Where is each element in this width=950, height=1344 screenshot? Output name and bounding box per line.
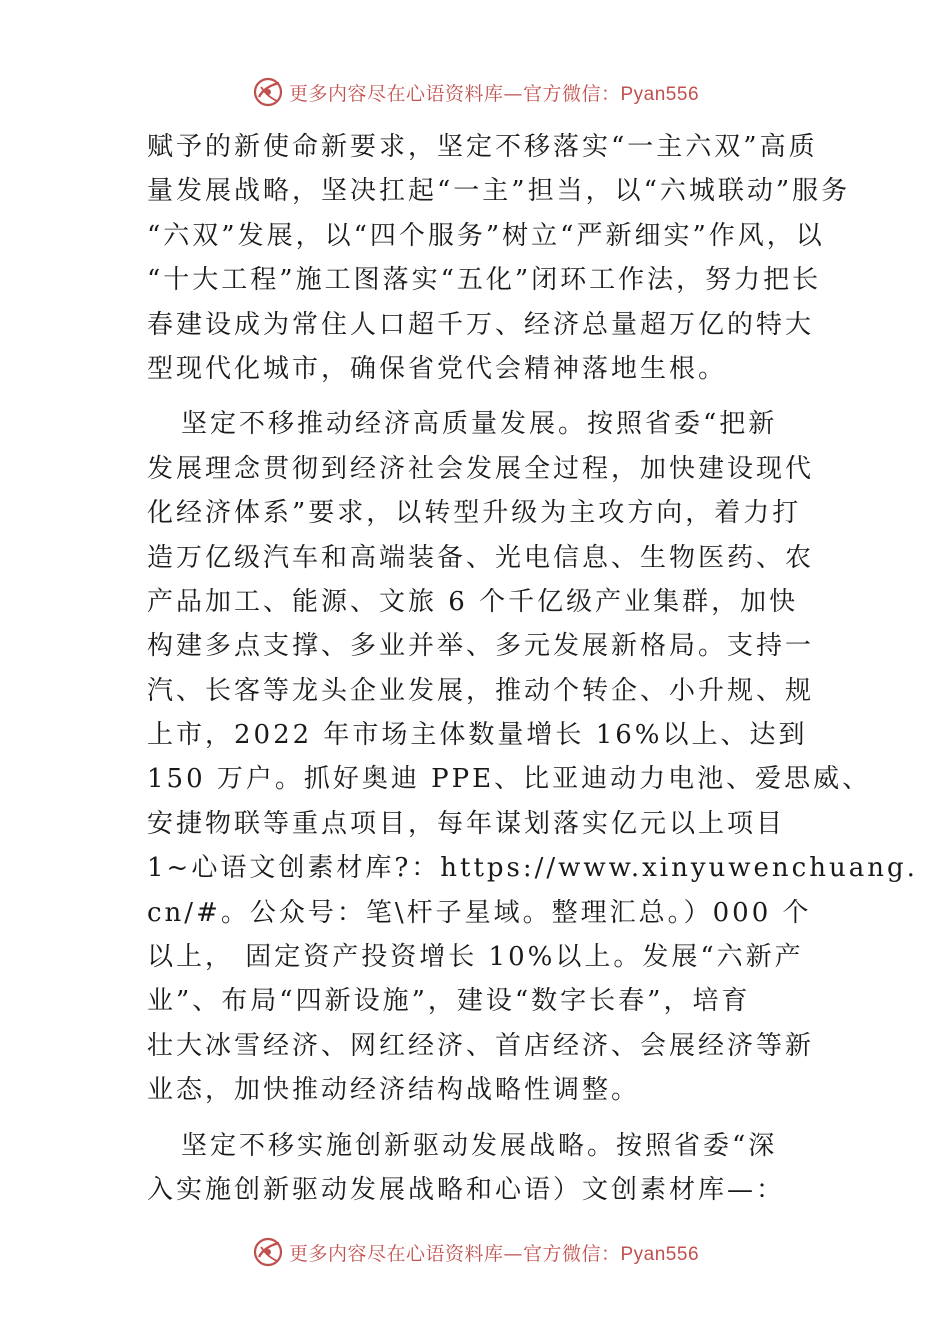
text-line: 发展理念贯彻到经济社会发展全过程，加快建设现代 (147, 453, 815, 484)
text-line: “六双”发展，以“四个服务”树立“严新细实”作风，以 (147, 220, 825, 251)
text-line: 业态，加快推动经济结构战略性调整。 (147, 1075, 641, 1106)
banner-main-text: 更多内容尽在心语资料库—官方微信： (288, 82, 621, 105)
text-line: 量发展战略，坚决扛起“一主”担当，以“六城联动”服务 (147, 176, 851, 207)
text-line: 150 万户。抓好奥迪 PPE、比亚迪动力电池、爱思威、 (147, 764, 872, 795)
text-line: 上市，2022 年市场主体数量增长 16%以上、达到 (147, 720, 808, 751)
text-line: cn/#。公众号：笔\杆子星域。整理汇总。）000 个 (147, 897, 812, 928)
banner-account: Pyan556 (620, 83, 700, 105)
header-banner-text (289, 79, 699, 106)
text-line: 化经济体系”要求，以转型升级为主攻方向，着力打 (147, 498, 802, 529)
paragraph (147, 125, 851, 391)
text-line: 1~心语文创素材库?：https://www.xinyuwenchuang. (147, 853, 918, 884)
text-line: 壮大冰雪经济、网红经济、首店经济、会展经济等新 (147, 1030, 815, 1061)
text-line: “十大工程”施工图落实“五化”闭环工作法，努力把长 (147, 265, 822, 296)
text-line: 坚定不移实施创新驱动发展战略。按照省委“深 (181, 1130, 778, 1161)
paragraph (147, 1124, 817, 1213)
text-line: 汽、长客等龙头企业发展，推动个转企、小升规、规 (147, 675, 815, 706)
document-body (147, 125, 918, 1212)
banner-account: Pyan556 (620, 1243, 700, 1265)
header-banner (0, 70, 950, 114)
paragraph (147, 402, 918, 1112)
text-line: 安捷物联等重点项目，每年谋划落实亿元以上项目 (147, 808, 786, 839)
text-line: 春建设成为常住人口超千万、经济总量超万亿的特大 (147, 309, 815, 340)
text-line: 业”、布局“四新设施”，建设“数字长春”，培育 (147, 986, 751, 1017)
text-line: 产品加工、能源、文旅 6 个千亿级产业集群，加快 (147, 586, 799, 617)
text-line: 型现代化城市，确保省党代会精神落地生根。 (147, 353, 728, 384)
text-line: 赋予的新使命新要求，坚定不移落实“一主六双”高质 (147, 132, 818, 162)
text-line: 构建多点支撑、多业并举、多元发展新格局。支持一 (147, 631, 815, 662)
xinyu-logo-icon (251, 75, 285, 109)
banner-main-text: 更多内容尽在心语资料库—官方微信： (288, 1242, 621, 1265)
text-line: 坚定不移推动经济高质量发展。按照省委“把新 (181, 409, 778, 440)
text-line: 入实施创新驱动发展战略和心语）文创素材库—： (147, 1174, 786, 1205)
xinyu-logo-icon (251, 1235, 285, 1269)
text-line: 造万亿级汽车和高端装备、光电信息、生物医药、农 (147, 542, 815, 573)
footer-banner-text (289, 1239, 699, 1266)
footer-banner (0, 1230, 950, 1274)
text-line: 以上， 固定资产投资增长 10%以上。发展“六新产 (147, 942, 804, 973)
